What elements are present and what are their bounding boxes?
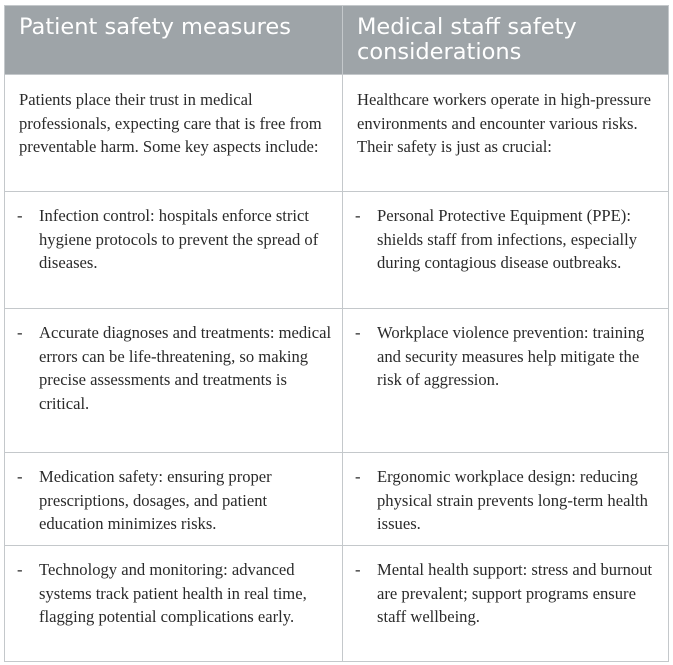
bullet-dash: - bbox=[355, 467, 361, 486]
staff-consideration-text: Mental health support: stress and burnout are prevalent; support programs ensure staff wellbeing. bbox=[377, 560, 653, 626]
patient-measure-text: Medication safety: ensuring proper prescriptions, dosages, and patient education minimizes risks. bbox=[39, 467, 272, 533]
bullet-dash: - bbox=[355, 560, 361, 579]
staff-consideration-text: Personal Protective Equipment (PPE): shields staff from infections, especially during contagious disease outbreaks. bbox=[377, 206, 638, 272]
table-row bbox=[5, 192, 669, 309]
staff-consideration-cell bbox=[343, 192, 669, 309]
header-patient-safety: Patient safety measures bbox=[5, 6, 343, 75]
staff-intro-text: Healthcare workers operate in high-pressure environments and encounter various risks. Their safety is just as crucial: bbox=[343, 75, 669, 192]
table-header-row bbox=[5, 6, 669, 75]
bullet-dash: - bbox=[355, 323, 361, 342]
bullet-dash: - bbox=[17, 323, 23, 342]
patient-measure-cell bbox=[5, 309, 343, 453]
staff-consideration-cell bbox=[343, 453, 669, 546]
patient-intro-text: Patients place their trust in medical professionals, expecting care that is free from preventable harm. Some key aspects include: bbox=[5, 75, 343, 192]
table-row bbox=[5, 309, 669, 453]
table-row bbox=[5, 453, 669, 546]
patient-measure-text: Infection control: hospitals enforce strict hygiene protocols to prevent the spread of diseases. bbox=[39, 206, 319, 272]
header-staff-safety: Medical staff safety considerations bbox=[343, 6, 669, 75]
bullet-dash: - bbox=[17, 467, 23, 486]
table-row-intro bbox=[5, 75, 669, 192]
table-row bbox=[5, 546, 669, 662]
staff-consideration-text: Workplace violence prevention: training and security measures help mitigate the risk of aggression. bbox=[377, 323, 645, 389]
patient-measure-cell bbox=[5, 546, 343, 662]
patient-measure-text: Technology and monitoring: advanced systems track patient health in real time, flagging potential complications early. bbox=[39, 560, 307, 626]
safety-comparison-table bbox=[4, 5, 669, 662]
patient-measure-text: Accurate diagnoses and treatments: medical errors can be life-threatening, so making precise assessments and treatments is critical. bbox=[39, 323, 332, 413]
patient-measure-cell bbox=[5, 192, 343, 309]
staff-consideration-cell bbox=[343, 309, 669, 453]
staff-consideration-cell bbox=[343, 546, 669, 662]
bullet-dash: - bbox=[17, 560, 23, 579]
bullet-dash: - bbox=[17, 206, 23, 225]
staff-consideration-text: Ergonomic workplace design: reducing physical strain prevents long-term health issues. bbox=[377, 467, 648, 533]
patient-measure-cell bbox=[5, 453, 343, 546]
bullet-dash: - bbox=[355, 206, 361, 225]
